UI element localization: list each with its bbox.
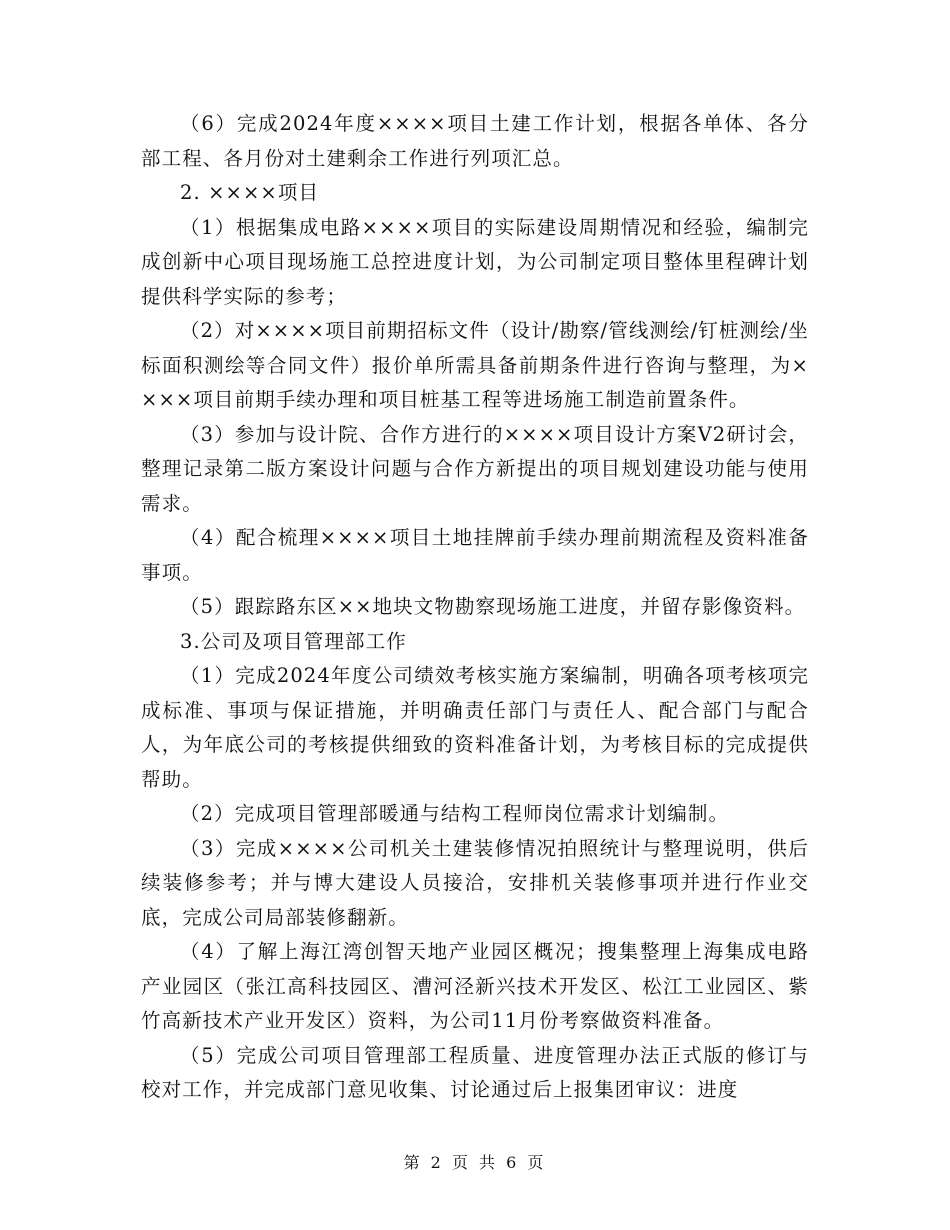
section-heading-2: 2. ××××项目 (180, 181, 320, 204)
section-heading-3: 3.公司及项目管理部工作 (180, 629, 407, 653)
paragraph-item-2-tender: （2）对××××项目前期招标文件（设计/勘察/管线测绘/钉桩测绘/坐标面积测绘等合同文件）报价单所需具备前期条件进行咨询与整理，为××××项目前期手续办理和项目桩基工程等进场施工制造前置条件。 (141, 319, 809, 411)
page-number-footer: 第 2 页 共 6 页 (403, 1153, 547, 1172)
paragraph-item-2-staffing: （2）完成项目管理部暖通与结构工程师岗位需求计划编制。 (180, 802, 730, 825)
paragraph-item-3-design-review: （3）参加与设计院、合作方进行的××××项目设计方案V2研讨会，整理记录第二版方案设计问题与合作方新提出的项目规划建设功能与使用需求。 (141, 422, 809, 515)
paragraph-item-3-renovation: （3）完成××××公司机关土建装修情况拍照统计与整理说明，供后续装修参考；并与博大建设人员接洽，安排机关装修事项并进行作业交底，完成公司局部装修翻新。 (141, 836, 809, 929)
paragraph-item-6-soil-plan: （6）完成2024年度××××项目土建工作计划，根据各单体、各分部工程、各月份对土建剩余工作进行列项汇总。 (141, 112, 809, 170)
paragraph-item-4-industrial-parks: （4）了解上海江湾创智天地产业园区概况；搜集整理上海集成电路产业园区（张江高科技园区、漕河泾新兴技术开发区、松江工业园区、紫竹高新技术产业开发区）资料，为公司11月份考察做资料准备。 (141, 940, 809, 1032)
document-body (141, 107, 809, 1108)
paragraph-item-5-relics-survey: （5）跟踪路东区××地块文物勘察现场施工进度，并留存影像资料。 (180, 595, 806, 618)
paragraph-item-1-performance: （1）完成2024年度公司绩效考核实施方案编制，明确各项考核项完成标准、事项与保证措施，并明确责任部门与责任人、配合部门与配合人，为年底公司的考核提供细致的资料准备计划，为考核目标的完成提供帮助。 (141, 664, 809, 791)
paragraph-item-1-schedule: （1）根据集成电路××××项目的实际建设周期情况和经验，编制完成创新中心项目现场施工总控进度计划，为公司制定项目整体里程碑计划提供科学实际的参考； (141, 215, 809, 308)
paragraph-item-4-land-listing: （4）配合梳理××××项目土地挂牌前手续办理前期流程及资料准备事项。 (141, 526, 809, 584)
paragraph-item-5-management-rules: （5）完成公司项目管理部工程质量、进度管理办法正式版的修订与校对工作，并完成部门意见收集、讨论通过后上报集团审议：进度 (141, 1043, 809, 1101)
